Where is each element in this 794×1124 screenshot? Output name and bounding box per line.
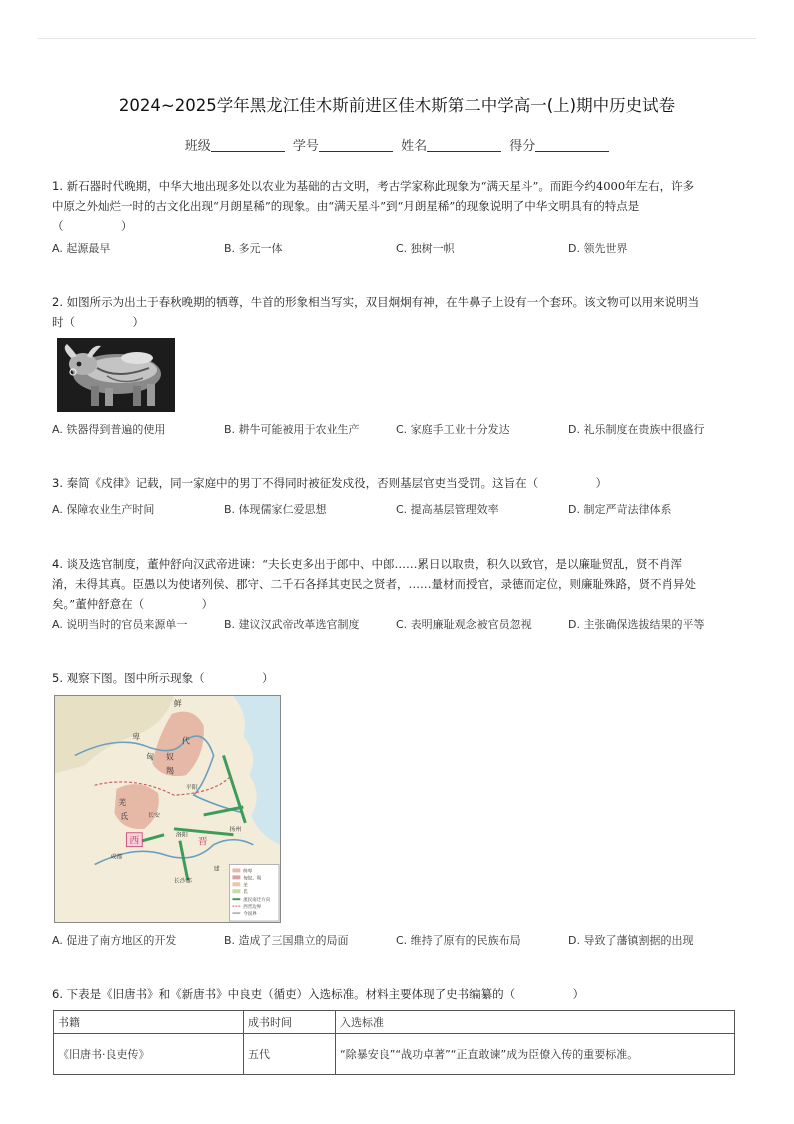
legend-item: 今国界: [243, 912, 257, 918]
option-d[interactable]: D. 主张确保选拔结果的平等: [568, 618, 705, 631]
question-5: [52, 668, 742, 688]
name-label: 姓名: [401, 139, 428, 154]
map-label: 扬州: [229, 825, 242, 833]
question-stem-line: 谈及选官制度，董仲舒向汉武帝进谏：“夫长吏多出于郎中、中郎……累日以取贵，积久以致官，是以廉耻贸乱，贤不肖浑: [66, 557, 683, 571]
legend-item: 匈奴、羯: [243, 876, 262, 882]
option-b[interactable]: B. 耕牛可能被用于农业生产: [224, 423, 360, 436]
map-label: 羌: [118, 798, 127, 808]
option-a[interactable]: A. 保障农业生产时间: [52, 503, 155, 516]
question-stem-line: 观察下图。图中所示现象（ ）: [66, 671, 274, 685]
question-number: 3.: [52, 476, 63, 490]
top-divider: [38, 38, 756, 39]
option-c[interactable]: C. 家庭手工业十分发达: [396, 423, 510, 436]
option-a[interactable]: A. 促进了南方地区的开发: [52, 934, 177, 947]
question-stem-line: 时（ ）: [52, 315, 144, 329]
table-cell: 五代: [244, 1034, 336, 1075]
class-label: 班级: [184, 139, 211, 154]
question-stem-line: 淆，未得其真。臣愚以为使诸列侯、郡守、二千石各择其吏民之贤者，……量材而授官，录德而定位，则廉耻殊路，贤不肖异处: [52, 577, 696, 591]
score-blank[interactable]: [535, 139, 609, 152]
legend-item: 流民南迁方向: [243, 898, 271, 904]
legend-item: 鲜卑: [243, 869, 253, 875]
map-label: 平阳: [185, 784, 198, 792]
option-c[interactable]: C. 维持了原有的民族布局: [396, 934, 521, 947]
question-stem-line: 中原之外灿烂一时的古文化出现“月朗星稀”的现象。由“满天星斗”到“月朗星稀”的现象说明了中华文明具有的特点是: [52, 199, 640, 213]
option-c[interactable]: C. 独树一帜: [396, 242, 455, 255]
question-stem-line: 新石器时代晚期，中华大地出现多处以农业为基础的古文明，考古学家称此现象为“满天星斗”。而距今约4000年左右，许多: [66, 179, 695, 193]
map-label: 西: [129, 835, 140, 847]
map-label: 匈: [146, 752, 155, 762]
option-b[interactable]: B. 建议汉武帝改革选官制度: [224, 618, 360, 631]
question-2: [52, 292, 742, 332]
option-b[interactable]: B. 体现儒家仁爱思想: [224, 503, 327, 516]
question-1: [52, 176, 742, 236]
student-id-label: 学号: [292, 139, 319, 154]
migration-map: [54, 695, 281, 923]
question-4: [52, 554, 742, 614]
table-header-row: [54, 1011, 735, 1034]
map-label: 建: [213, 865, 220, 873]
map-label: 鲜: [173, 698, 182, 708]
question-stem-line: 秦简《戍律》记载，同一家庭中的男丁不得同时被征发戍役，否则基层官吏当受罚。这旨在（ ）: [66, 476, 608, 490]
legend-item: 西晋边界: [243, 905, 262, 911]
question-number: 6.: [52, 987, 63, 1001]
option-d[interactable]: D. 制定严苛法律体系: [568, 503, 672, 516]
map-label: 洛阳: [175, 831, 188, 839]
option-d[interactable]: D. 礼乐制度在贵族中很盛行: [568, 423, 705, 436]
ox-bronze-vessel-photo: [57, 338, 175, 412]
answer-bracket: （ ）: [52, 219, 133, 233]
exam-title: 2024~2025学年黑龙江佳木斯前进区佳木斯第二中学高一(上)期中历史试卷: [118, 96, 676, 115]
question-3-options: [52, 501, 752, 519]
question-4-options: [52, 616, 752, 634]
table-cell: 《旧唐书·良吏传》: [54, 1034, 244, 1075]
table-row: [54, 1034, 735, 1075]
question-5-options: [52, 932, 752, 950]
option-d[interactable]: D. 导致了藩镇割据的出现: [568, 934, 694, 947]
option-b[interactable]: B. 造成了三国鼎立的局面: [224, 934, 349, 947]
map-label: 成都: [110, 853, 123, 861]
class-blank[interactable]: [211, 139, 285, 152]
student-info-row: [0, 135, 794, 154]
map-label: 氐: [120, 811, 129, 821]
score-label: 得分: [509, 139, 536, 154]
table-cell: “除暴安良”“战功卓著”“正直敢谏”成为臣僚入传的重要标准。: [336, 1034, 735, 1075]
student-id-blank[interactable]: [319, 139, 393, 152]
table-header-cell: 成书时间: [244, 1011, 336, 1034]
question-number: 5.: [52, 671, 63, 685]
question-1-options: [52, 240, 752, 258]
question-6: [52, 984, 742, 1004]
map-label: 长安: [148, 811, 161, 819]
question-3: [52, 473, 742, 493]
question-number: 1.: [52, 179, 63, 193]
map-label: 卑: [132, 732, 141, 742]
option-a[interactable]: A. 铁器得到普遍的使用: [52, 423, 166, 436]
map-label: 羯: [166, 766, 174, 776]
name-blank[interactable]: [427, 139, 501, 152]
map-label: 长沙郡: [173, 877, 192, 885]
map-label: 代: [181, 736, 190, 746]
option-a[interactable]: A. 说明当时的官员来源单一: [52, 618, 188, 631]
option-c[interactable]: C. 提高基层管理效率: [396, 503, 499, 516]
option-b[interactable]: B. 多元一体: [224, 242, 283, 255]
question-number: 4.: [52, 557, 63, 571]
question-stem-line: 下表是《旧唐书》和《新唐书》中良吏（循吏）入选标准。材料主要体现了史书编纂的（ ）: [66, 987, 585, 1001]
table-header-cell: 入选标准: [336, 1011, 735, 1034]
question-number: 2.: [52, 295, 63, 309]
question-6-table: [53, 1010, 735, 1075]
map-label: 奴: [166, 752, 174, 762]
question-stem-line: 如图所示为出土于春秋晚期的牺尊，牛首的形象相当写实，双目炯炯有神，在牛鼻子上设有一个套环。该文物可以用来说明当: [66, 295, 700, 309]
legend-item: 羌: [243, 883, 248, 889]
map-label: 晋: [197, 836, 208, 848]
question-stem-line: 矣。”董仲舒意在（ ）: [52, 597, 214, 611]
option-d[interactable]: D. 领先世界: [568, 242, 628, 255]
option-a[interactable]: A. 起源最早: [52, 242, 111, 255]
table-header-cell: 书籍: [54, 1011, 244, 1034]
legend-item: 氐: [243, 890, 248, 896]
question-2-options: [52, 421, 752, 439]
option-c[interactable]: C. 表明廉耻观念被官员忽视: [396, 618, 532, 631]
